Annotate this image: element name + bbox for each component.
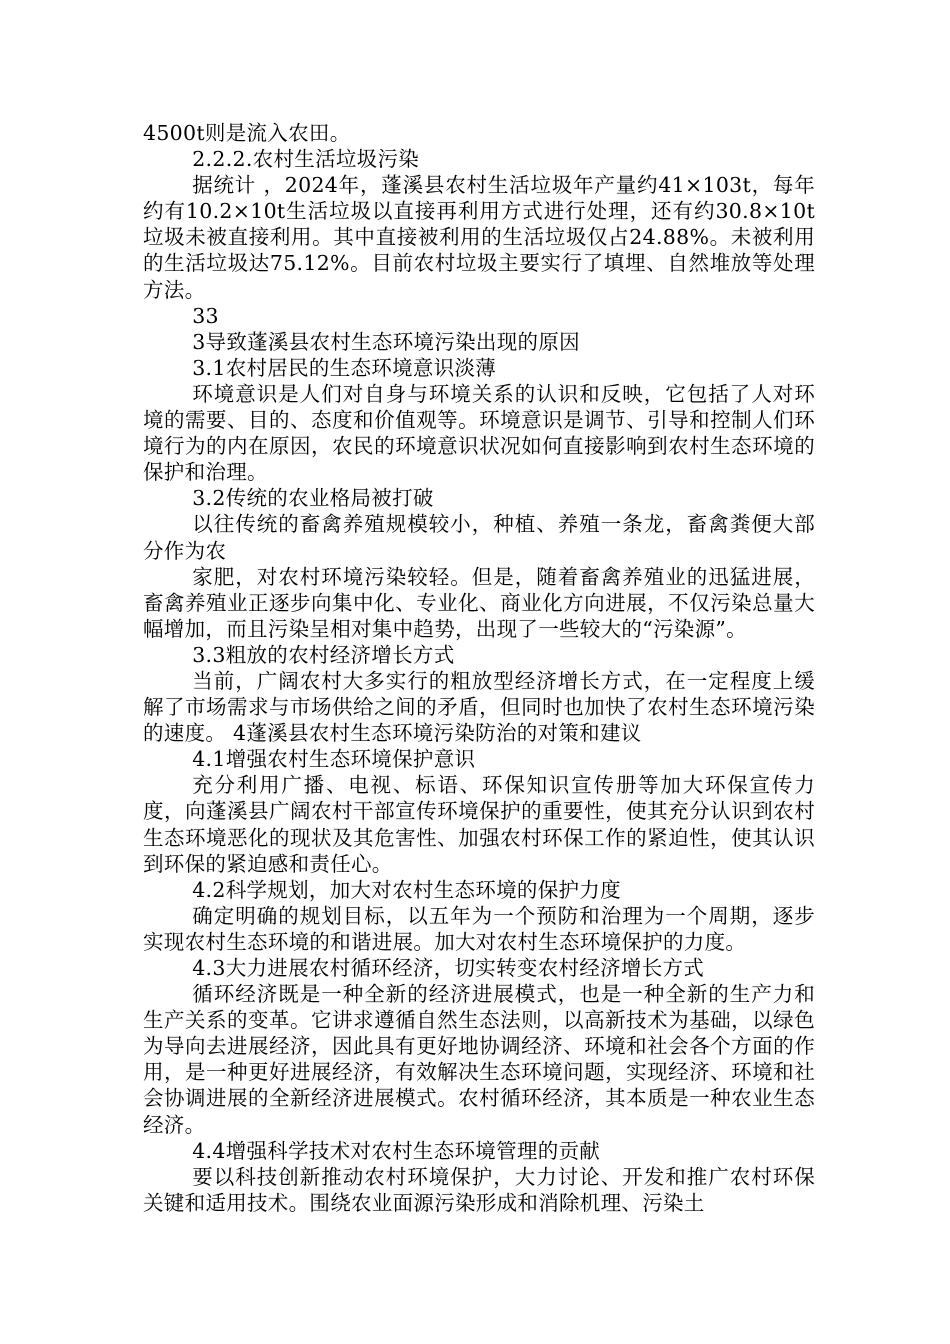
heading-4-4: 4.4增强科学技术对农村生态环境管理的贡献 — [192, 1138, 601, 1163]
paragraph-garbage-stats: 据统计 ，2024年，蓬溪县农村生活垃圾年产量约41×103t，每年约有10.2×10t生活垃圾以直接再利用方式进行处理，还有约30.8×10t垃圾未被直接利用。其中直接被利用的生活垃圾仅占24.88%。未被利用的生活垃圾达75.12%。目前农村垃圾主要实行了填埋、自然堆放等处理方法。 — [143, 173, 815, 302]
paragraph-publicity: 充分利用广播、电视、标语、环保知识宣传册等加大环保宣传力度，向蓬溪县广阔农村干部宣传环境保护的重要性，使其充分认识到农村生态环境恶化的现状及其危害性、加强农村环保工作的紧迫性，使其认识到环保的紧迫感和责任心。 — [143, 773, 815, 876]
paragraph-traditional: 以往传统的畜禽养殖规模较小，种植、养殖一条龙，畜禽粪便大部分作为农 — [143, 512, 815, 563]
paragraph-livestock: 家肥，对农村环境污染较轻。但是，随着畜禽养殖业的迅猛进展，畜禽养殖业正逐步向集中化、专业化、商业化方向进展，不仅污染总量大幅增加，而且污染呈相对集中趋势，出现了一些较大的“污染源”。 — [143, 564, 815, 641]
document-page — [143, 120, 815, 1216]
heading-3-2: 3.2传统的农业格局被打破 — [192, 486, 434, 511]
paragraph-awareness: 环境意识是人们对自身与环境关系的认识和反映，它包括了人对环境的需要、目的、态度和价值观等。环境意识是调节、引导和控制人们环境行为的内在原因，农民的环境意识状况如何直接影响到农村生态环境的保护和治理。 — [143, 381, 815, 485]
paragraph-circular-economy: 循环经济既是一种全新的经济进展模式，也是一种全新的生产力和生产关系的变革。它讲求遵循自然生态法则，以高新技术为基础，以绿色为导向去进展经济，因此具有更好地协调经济、环境和社会各个方面的作用，是一种更好进展经济，有效解决生态环境问题，实现经济、环境和社会协调进展的全新经济进展模式。农村循环经济，其本质是一种农业生态经济。 — [143, 982, 815, 1137]
heading-3-3: 3.3粗放的农村经济增长方式 — [192, 642, 455, 667]
heading-4-2: 4.2科学规划，加大对农村生态环境的保护力度 — [192, 877, 621, 902]
heading-4-1: 4.1增强农村生态环境保护意识 — [192, 747, 476, 772]
heading-4-3: 4.3大力进展农村循环经济，切实转变农村经济增长方式 — [192, 956, 705, 980]
paragraph-growth-mode: 当前，广阔农村大多实行的粗放型经济增长方式，在一定程度上缓解了市场需求与市场供给之间的矛盾，但同时也加快了农村生态环境污染的速度。 4蓬溪县农村生态环境污染防治的对策和建议 — [143, 668, 815, 746]
paragraph-planning: 确定明确的规划目标，以五年为一个预防和治理为一个周期，逐步实现农村生态环境的和谐进展。加大对农村生态环境保护的力度。 — [143, 903, 815, 954]
paragraph-1: 4500t则是流入农田。 — [143, 121, 351, 145]
heading-2-2-2: 2.2.2.农村生活垃圾污染 — [192, 147, 420, 172]
heading-3: 3导致蓬溪县农村生态环境污染出现的原因 — [192, 329, 580, 354]
page-number: 33 — [192, 303, 219, 328]
paragraph-technology: 要以科技创新推动农村环境保护，大力讨论、开发和推广农村环保关键和适用技术。围绕农业面源污染形成和消除机理、污染土 — [143, 1164, 815, 1215]
heading-3-1: 3.1农村居民的生态环境意识淡薄 — [192, 355, 497, 380]
